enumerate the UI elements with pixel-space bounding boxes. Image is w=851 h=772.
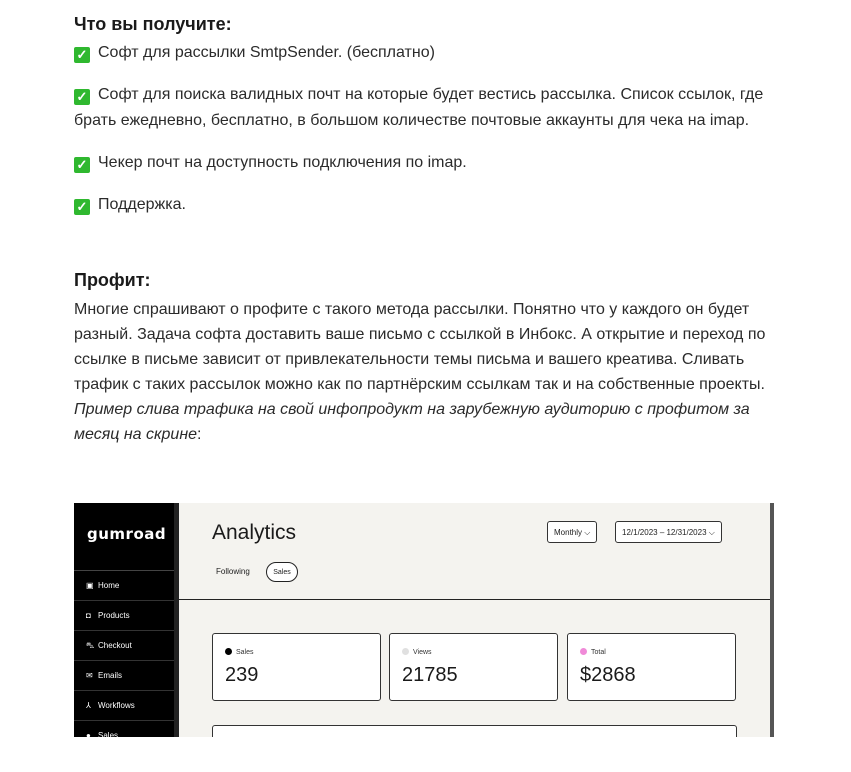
list-item-text: Поддержка. xyxy=(98,196,186,213)
date-range-select[interactable] xyxy=(615,521,722,543)
sales-icon: ● xyxy=(86,731,91,737)
screenshot-edge xyxy=(770,503,774,737)
section-heading-what-you-get: Что вы получите: xyxy=(74,14,232,34)
sidebar-item-emails[interactable] xyxy=(74,661,174,691)
legend-dot-icon xyxy=(225,648,232,655)
sidebar-item-workflows[interactable] xyxy=(74,691,174,721)
paragraph-italic: Пример слива трафика на свой инфопродукт на зарубежную аудиторию с профитом за месяц на скрине xyxy=(74,401,750,443)
paragraph-tail: : xyxy=(197,426,202,443)
sidebar-item-label: Products xyxy=(98,611,130,620)
date-range-value: 12/1/2023 – 12/31/2023 xyxy=(622,528,707,537)
sidebar-item-checkout[interactable] xyxy=(74,631,174,661)
tab-sales[interactable]: Sales xyxy=(266,562,298,582)
stat-card-sales xyxy=(212,633,381,701)
mail-icon: ✉ xyxy=(86,671,93,680)
list-item-text: Чекер почт на доступность подключения по imap. xyxy=(98,154,467,171)
checkmark-icon: ✓ xyxy=(74,89,90,105)
products-icon: ◘ xyxy=(86,611,91,620)
list-item xyxy=(74,150,774,176)
stat-label-text: Sales xyxy=(236,649,254,656)
list-item xyxy=(74,82,774,134)
sidebar-item-sales[interactable] xyxy=(74,721,174,737)
gumroad-logo: gumroad xyxy=(74,503,174,571)
sidebar-item-label: Sales xyxy=(98,731,119,737)
checkmark-icon: ✓ xyxy=(74,47,90,63)
cart-icon: ⛍ xyxy=(86,641,95,650)
tab-following[interactable]: Following xyxy=(216,567,250,576)
sidebar-item-label: Checkout xyxy=(98,641,132,650)
stat-card-views xyxy=(389,633,558,701)
stat-label xyxy=(580,648,606,656)
stat-label-text: Total xyxy=(591,649,606,656)
stat-label xyxy=(225,648,254,656)
sidebar-item-label: Emails xyxy=(98,671,123,680)
sidebar-item-home[interactable] xyxy=(74,571,174,601)
legend-dot-icon xyxy=(402,648,409,655)
sidebar-item-label: Workflows xyxy=(98,701,135,710)
legend-dot-icon xyxy=(580,648,587,655)
stat-value: 21785 xyxy=(402,664,458,686)
sidebar xyxy=(74,503,179,737)
paragraph-text: Многие спрашивают о профите с такого метода рассылки. Понятно что у каждого он будет разный. Задача софта доставить ваше письмо с ссылкой в Инбокс. А открытие и переход по ссылке в письме зависит от привлекательности темы письма и вашего креатива. Сливать трафик с таких рассылок можно как по партнёрским ссылкам так и на собственные проекты. xyxy=(74,301,766,393)
article xyxy=(74,14,774,447)
chevron-down-icon: ⌵ xyxy=(708,528,715,537)
period-select-value: Monthly xyxy=(554,528,583,537)
home-icon: ▣ xyxy=(86,581,94,590)
section-heading-profit: Профит: xyxy=(74,270,151,290)
chart-panel xyxy=(212,725,737,737)
sidebar-item-products[interactable] xyxy=(74,601,174,631)
period-select[interactable] xyxy=(547,521,597,543)
list-item xyxy=(74,40,774,66)
header-divider xyxy=(179,599,770,600)
stat-value: $2868 xyxy=(580,664,636,686)
sidebar-item-label: Home xyxy=(98,581,120,590)
workflow-icon: ⅄ xyxy=(86,701,91,710)
list-item-text: Софт для рассылки SmtpSender. (бесплатно) xyxy=(98,44,435,61)
stat-value: 239 xyxy=(225,664,259,686)
checkmark-icon: ✓ xyxy=(74,157,90,173)
stat-label-text: Views xyxy=(413,649,432,656)
stat-card-total xyxy=(567,633,736,701)
checkmark-icon: ✓ xyxy=(74,199,90,215)
list-item xyxy=(74,192,774,218)
stat-label xyxy=(402,648,432,656)
list-item-text: Софт для поиска валидных почт на которые будет вестись рассылка. Список ссылок, где брать ежедневно, бесплатно, в большом количестве почтовые аккаунты для чека на imap. xyxy=(74,86,764,129)
page-title: Analytics xyxy=(212,521,297,544)
chevron-down-icon: ⌵ xyxy=(584,528,591,537)
profit-paragraph xyxy=(74,297,774,447)
gumroad-analytics-screenshot xyxy=(74,503,774,737)
